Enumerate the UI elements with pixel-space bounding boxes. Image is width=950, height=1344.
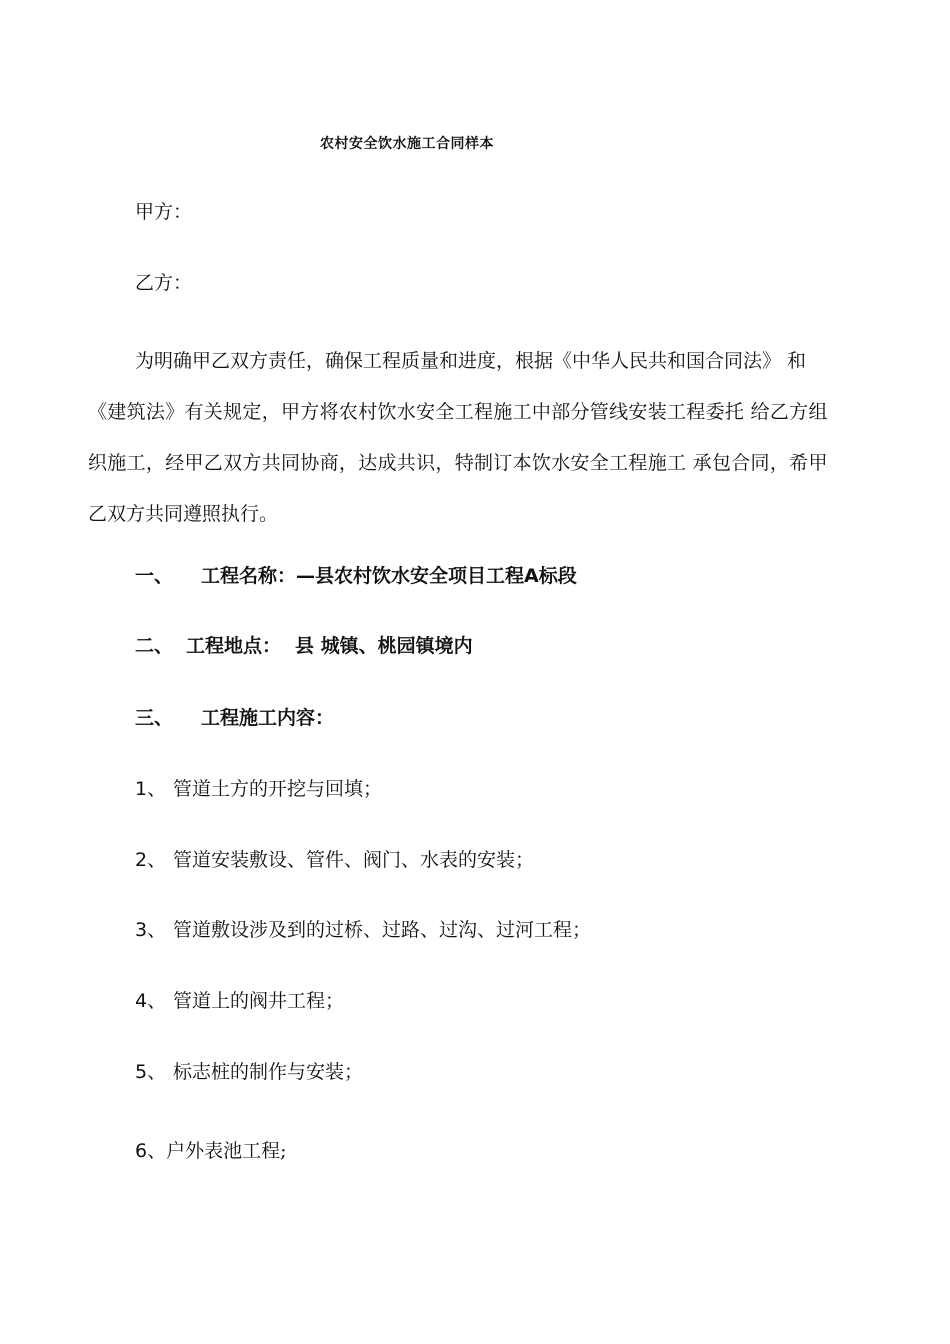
section-project-name (135, 561, 577, 588)
section-number: 一、 (135, 565, 174, 587)
item-text: 管道安装敷设、管件、阀门、水表的安装； (173, 849, 535, 871)
item-number: 6、 (135, 1140, 167, 1162)
list-item (135, 986, 344, 1013)
document-title: 农村安全饮水施工合同样本 (320, 136, 494, 152)
intro-line: 乙双方共同遵照执行。 (88, 503, 279, 525)
item-text: 户外表池工程; (166, 1140, 287, 1162)
list-item (135, 915, 591, 942)
intro-line: 为明确甲乙双方责任，确保工程质量和进度，根据《中华人民共和国合同法》 和 (135, 350, 807, 372)
party-a-label: 甲方： (135, 201, 193, 223)
section-project-location (135, 631, 473, 658)
item-number: 1、 (135, 778, 167, 800)
section-construction-content (135, 703, 334, 730)
item-text: 标志桩的制作与安装； (173, 1061, 364, 1083)
intro-line: 《建筑法》有关规定，甲方将农村饮水安全工程施工中部分管线安装工程委托 给乙方组 (88, 401, 828, 423)
intro-paragraph (88, 336, 878, 540)
section-number: 二、 (135, 635, 174, 657)
list-item (135, 1057, 363, 1084)
list-item (135, 774, 382, 801)
item-text: 管道土方的开挖与回填； (173, 778, 383, 800)
item-number: 5、 (135, 1061, 167, 1083)
item-number: 4、 (135, 990, 167, 1012)
party-b-label: 乙方： (135, 272, 193, 294)
intro-line: 织施工，经甲乙双方共同协商，达成共识，特制订本饮水安全工程施工 承包合同，希甲 (88, 452, 828, 474)
item-text: 管道敷设涉及到的过桥、过路、过沟、过河工程； (173, 919, 592, 941)
item-number: 3、 (135, 919, 167, 941)
section-text: 县 城镇、桃园镇境内 (295, 635, 473, 657)
item-text: 管道上的阀井工程； (173, 990, 345, 1012)
section-label: 工程地点： (186, 635, 282, 657)
list-item (135, 1136, 287, 1163)
section-text: 工程施工内容： (201, 707, 335, 729)
list-item (135, 845, 534, 872)
item-number: 2、 (135, 849, 167, 871)
section-number: 三、 (135, 707, 174, 729)
section-text: 工程名称：—县农村饮水安全项目工程A标段 (201, 565, 577, 587)
